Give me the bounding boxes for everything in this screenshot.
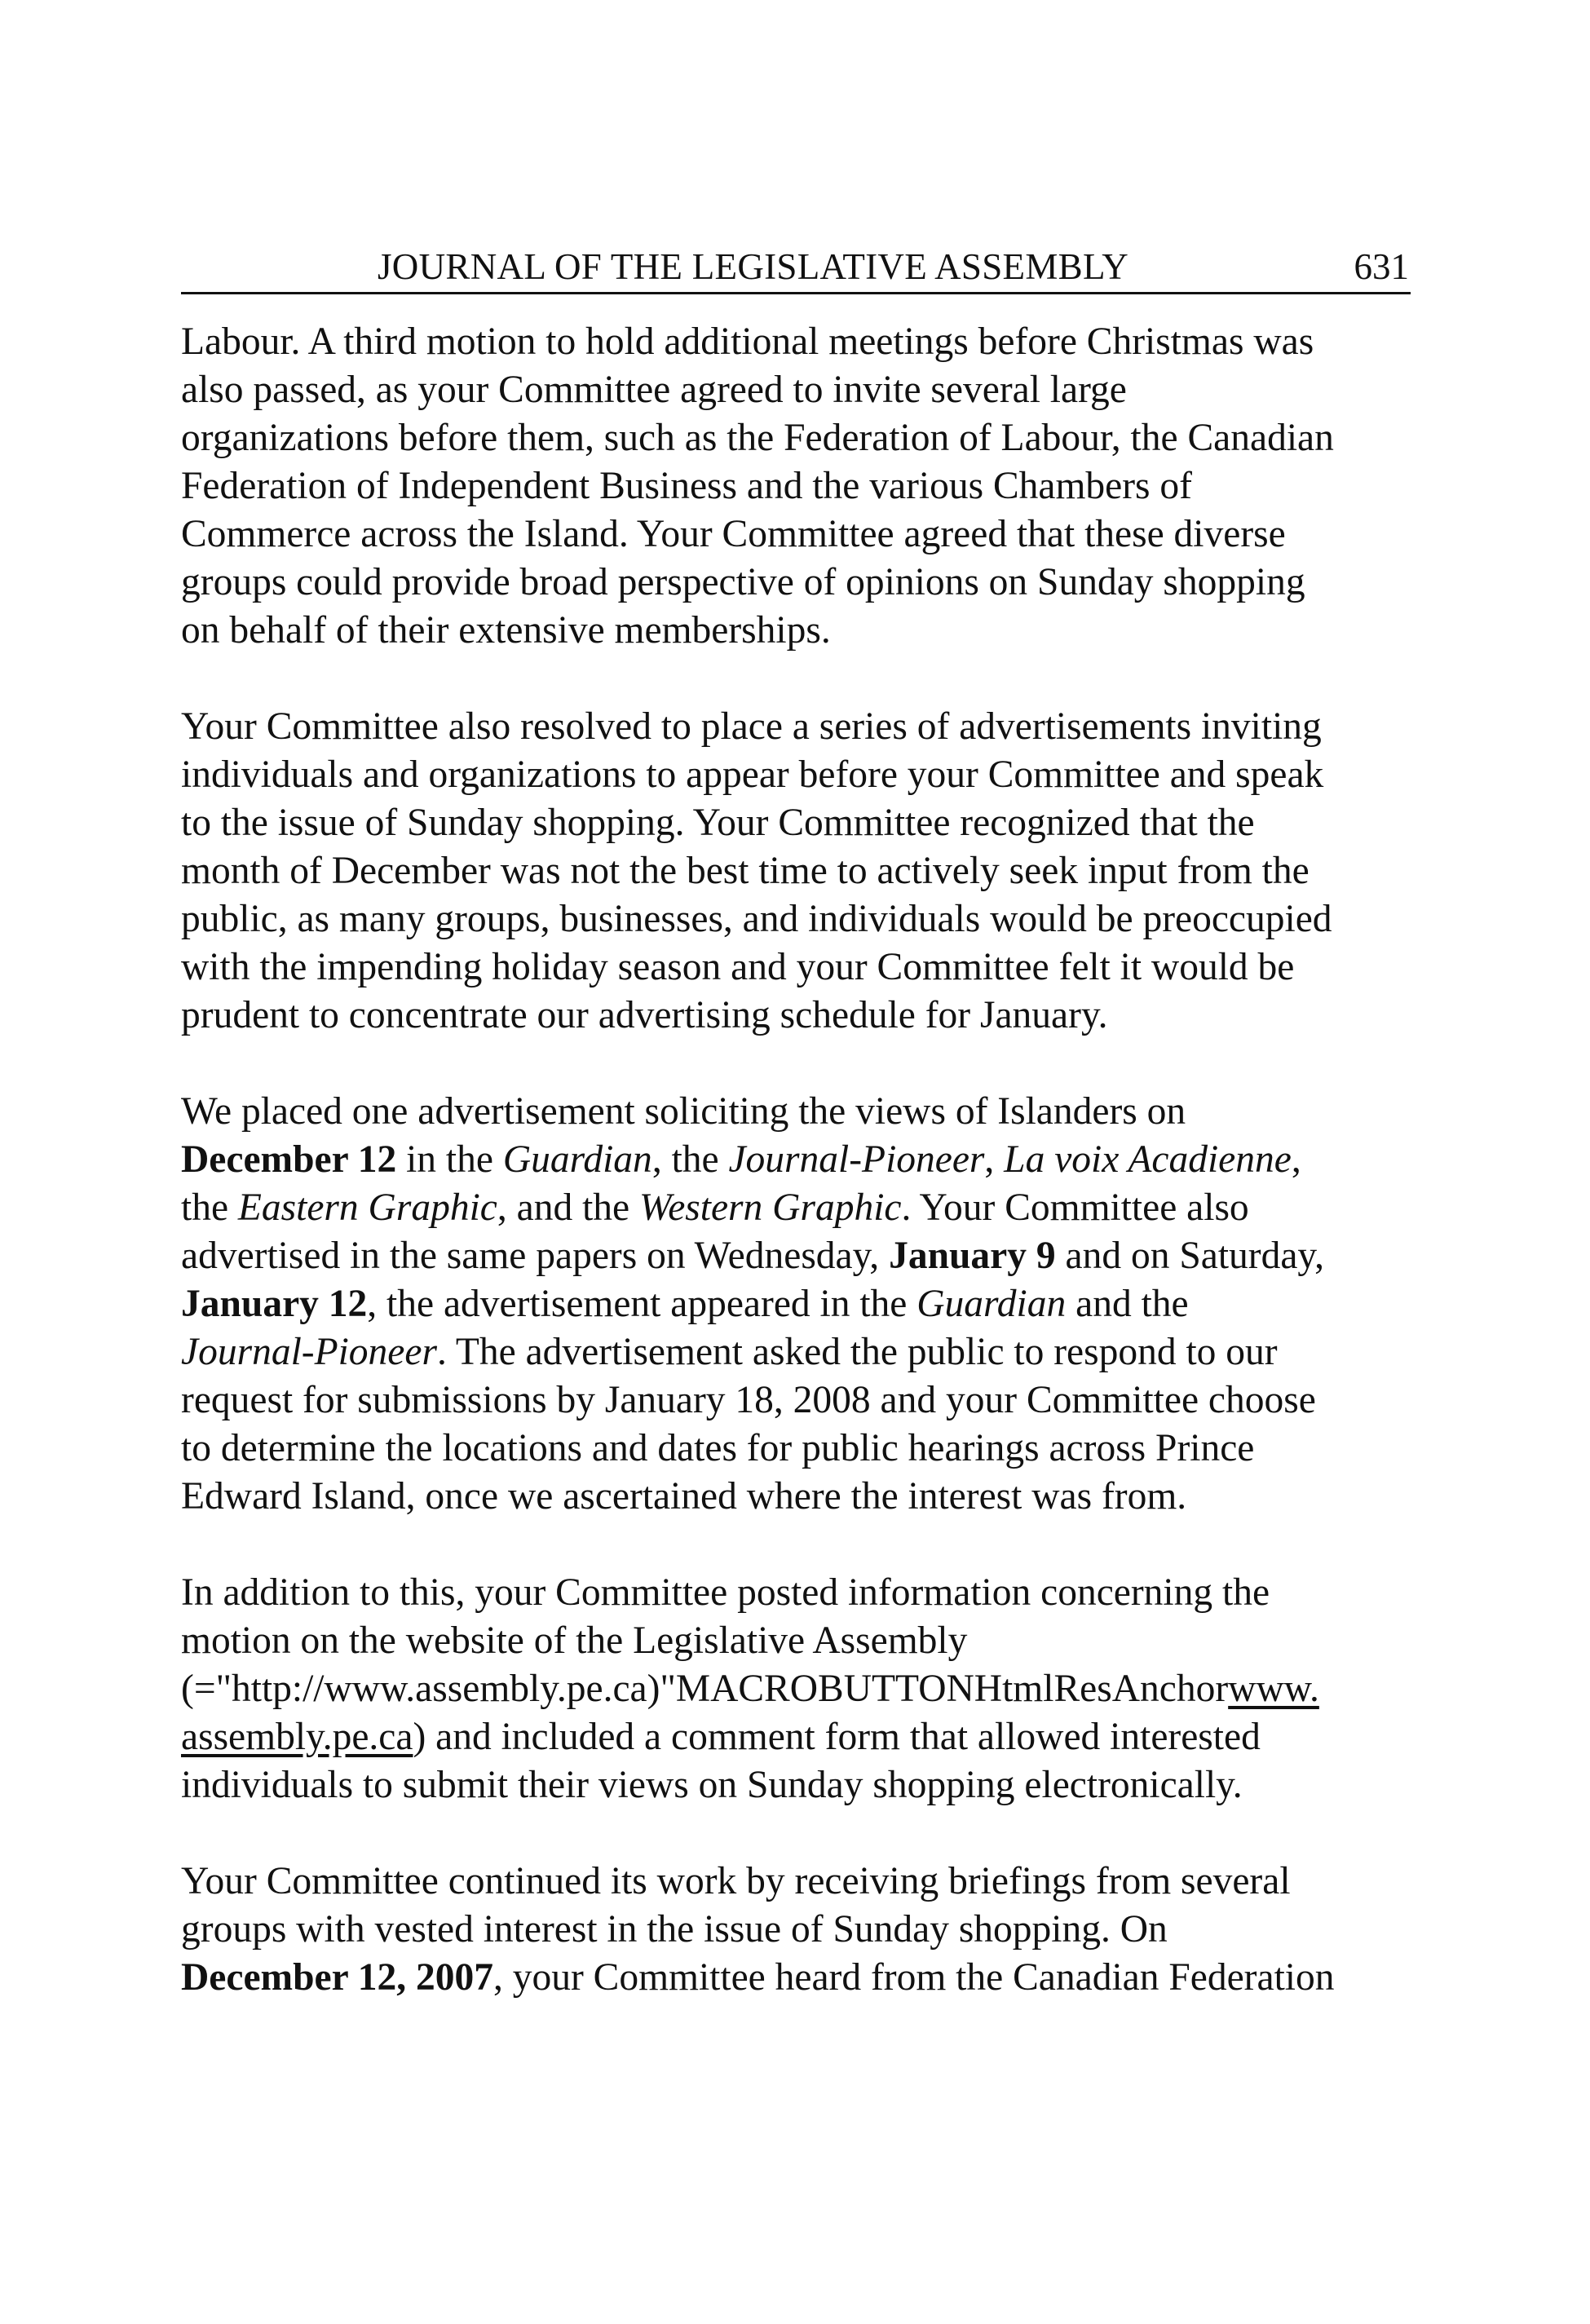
text-run: January 12 <box>181 1283 368 1325</box>
text-line <box>181 703 1437 751</box>
body-text <box>181 318 1437 2050</box>
text-run: , <box>1291 1138 1301 1181</box>
text-line <box>181 462 1437 510</box>
text-run: advertised in the same papers on Wednesday, <box>181 1235 890 1277</box>
text-line <box>181 1665 1437 1713</box>
text-line <box>181 607 1437 655</box>
text-run: . The advertisement asked the public to respond to our <box>436 1331 1278 1373</box>
text-run: with the impending holiday season and your Committee felt it would be <box>181 946 1295 988</box>
text-run: Federation of Independent Business and the various Chambers of <box>181 465 1192 507</box>
text-run: , your Committee heard from the Canadian Federation <box>492 1956 1335 1999</box>
text-run: , <box>984 1138 1005 1181</box>
text-line <box>181 943 1437 992</box>
text-run: prudent to concentrate our advertising schedule for January. <box>181 994 1108 1036</box>
text-line <box>181 1376 1437 1425</box>
text-line <box>181 414 1437 462</box>
text-run: on behalf of their extensive memberships. <box>181 609 831 652</box>
text-run: ) and included a comment form that allowed interested <box>413 1716 1261 1758</box>
text-run: month of December was not the best time to actively seek input from the <box>181 850 1310 892</box>
text-line <box>181 1569 1437 1617</box>
text-line <box>181 1906 1437 1954</box>
text-line <box>181 510 1437 559</box>
text-run: Your Committee also resolved to place a series of advertisements inviting <box>181 705 1322 748</box>
website-link-text[interactable]: www. <box>1228 1668 1319 1710</box>
text-line <box>181 1617 1437 1665</box>
text-run: Western Graphic <box>639 1186 902 1229</box>
text-run: to determine the locations and dates for public hearings across Prince <box>181 1427 1255 1469</box>
text-run: request for submissions by January 18, 2008 and your Committee choose <box>181 1379 1316 1421</box>
text-run: individuals and organizations to appear before your Committee and speak <box>181 753 1324 796</box>
text-run: Journal-Pioneer <box>181 1331 437 1373</box>
text-run: Commerce across the Island. Your Committee agreed that these diverse <box>181 513 1286 555</box>
text-line <box>181 1136 1437 1184</box>
text-line <box>181 1713 1437 1761</box>
text-run: La voix Acadienne <box>1004 1138 1292 1181</box>
text-run: to the issue of Sunday shopping. Your Committee recognized that the <box>181 802 1255 844</box>
website-link-text[interactable]: assembly.pe.ca <box>181 1716 413 1758</box>
text-run: We placed one advertisement soliciting the views of Islanders on <box>181 1090 1186 1133</box>
text-line <box>181 1280 1437 1328</box>
text-line <box>181 1328 1437 1376</box>
text-run: , and the <box>497 1186 639 1229</box>
text-run: , the <box>651 1138 729 1181</box>
text-run: groups could provide broad perspective of opinions on Sunday shopping <box>181 561 1305 603</box>
text-line <box>181 318 1437 366</box>
text-run: Eastern Graphic <box>237 1186 497 1229</box>
text-line <box>181 1473 1437 1521</box>
text-line <box>181 1954 1437 2002</box>
text-run: In addition to this, your Committee posted information concerning the <box>181 1571 1270 1614</box>
text-run: Labour. A third motion to hold additional meetings before Christmas was <box>181 320 1314 363</box>
text-line <box>181 1858 1437 1906</box>
text-line <box>181 751 1437 799</box>
text-run: also passed, as your Committee agreed to invite several large <box>181 369 1127 411</box>
text-run: organizations before them, such as the Federation of Labour, the Canadian <box>181 417 1334 459</box>
text-line <box>181 847 1437 895</box>
text-run: individuals to submit their views on Sunday shopping electronically. <box>181 1764 1243 1806</box>
text-run: , the advertisement appeared in the <box>367 1283 917 1325</box>
text-line <box>181 1232 1437 1280</box>
text-run: and on Saturday, <box>1055 1235 1324 1277</box>
text-run: groups with vested interest in the issue of Sunday shopping. On <box>181 1908 1168 1951</box>
text-run: December 12 <box>181 1138 397 1181</box>
text-run: Journal-Pioneer <box>728 1138 985 1181</box>
text-line <box>181 559 1437 607</box>
text-line <box>181 1088 1437 1136</box>
text-run: Your Committee continued its work by receiving briefings from several <box>181 1860 1291 1902</box>
text-run: December 12, 2007 <box>181 1956 493 1999</box>
text-run: Guardian <box>916 1283 1067 1325</box>
text-run: . Your Committee also <box>901 1186 1249 1229</box>
text-run: and the <box>1066 1283 1189 1325</box>
text-line <box>181 366 1437 414</box>
running-header <box>181 241 1411 294</box>
text-line <box>181 799 1437 847</box>
text-run: motion on the website of the Legislative Assembly <box>181 1619 968 1662</box>
text-run: the <box>181 1186 238 1229</box>
text-line <box>181 1761 1437 1809</box>
text-run: (="http://www.assembly.pe.ca)"MACROBUTTONHtmlResAnchor <box>181 1668 1229 1710</box>
paragraph <box>181 1088 1437 1521</box>
text-line <box>181 895 1437 943</box>
paragraph <box>181 318 1437 655</box>
journal-title: JOURNAL OF THE LEGISLATIVE ASSEMBLY <box>378 246 1129 287</box>
text-run: in the <box>396 1138 503 1181</box>
text-run: January 9 <box>889 1235 1056 1277</box>
text-run: public, as many groups, businesses, and individuals would be preoccupied <box>181 898 1332 940</box>
text-line <box>181 992 1437 1040</box>
text-line <box>181 1425 1437 1473</box>
page-number: 631 <box>1354 246 1409 287</box>
paragraph <box>181 1858 1437 2002</box>
text-run: Edward Island, once we ascertained where the interest was from. <box>181 1475 1187 1518</box>
text-run: Guardian <box>502 1138 652 1181</box>
text-line <box>181 1184 1437 1232</box>
paragraph <box>181 703 1437 1040</box>
paragraph <box>181 1569 1437 1809</box>
